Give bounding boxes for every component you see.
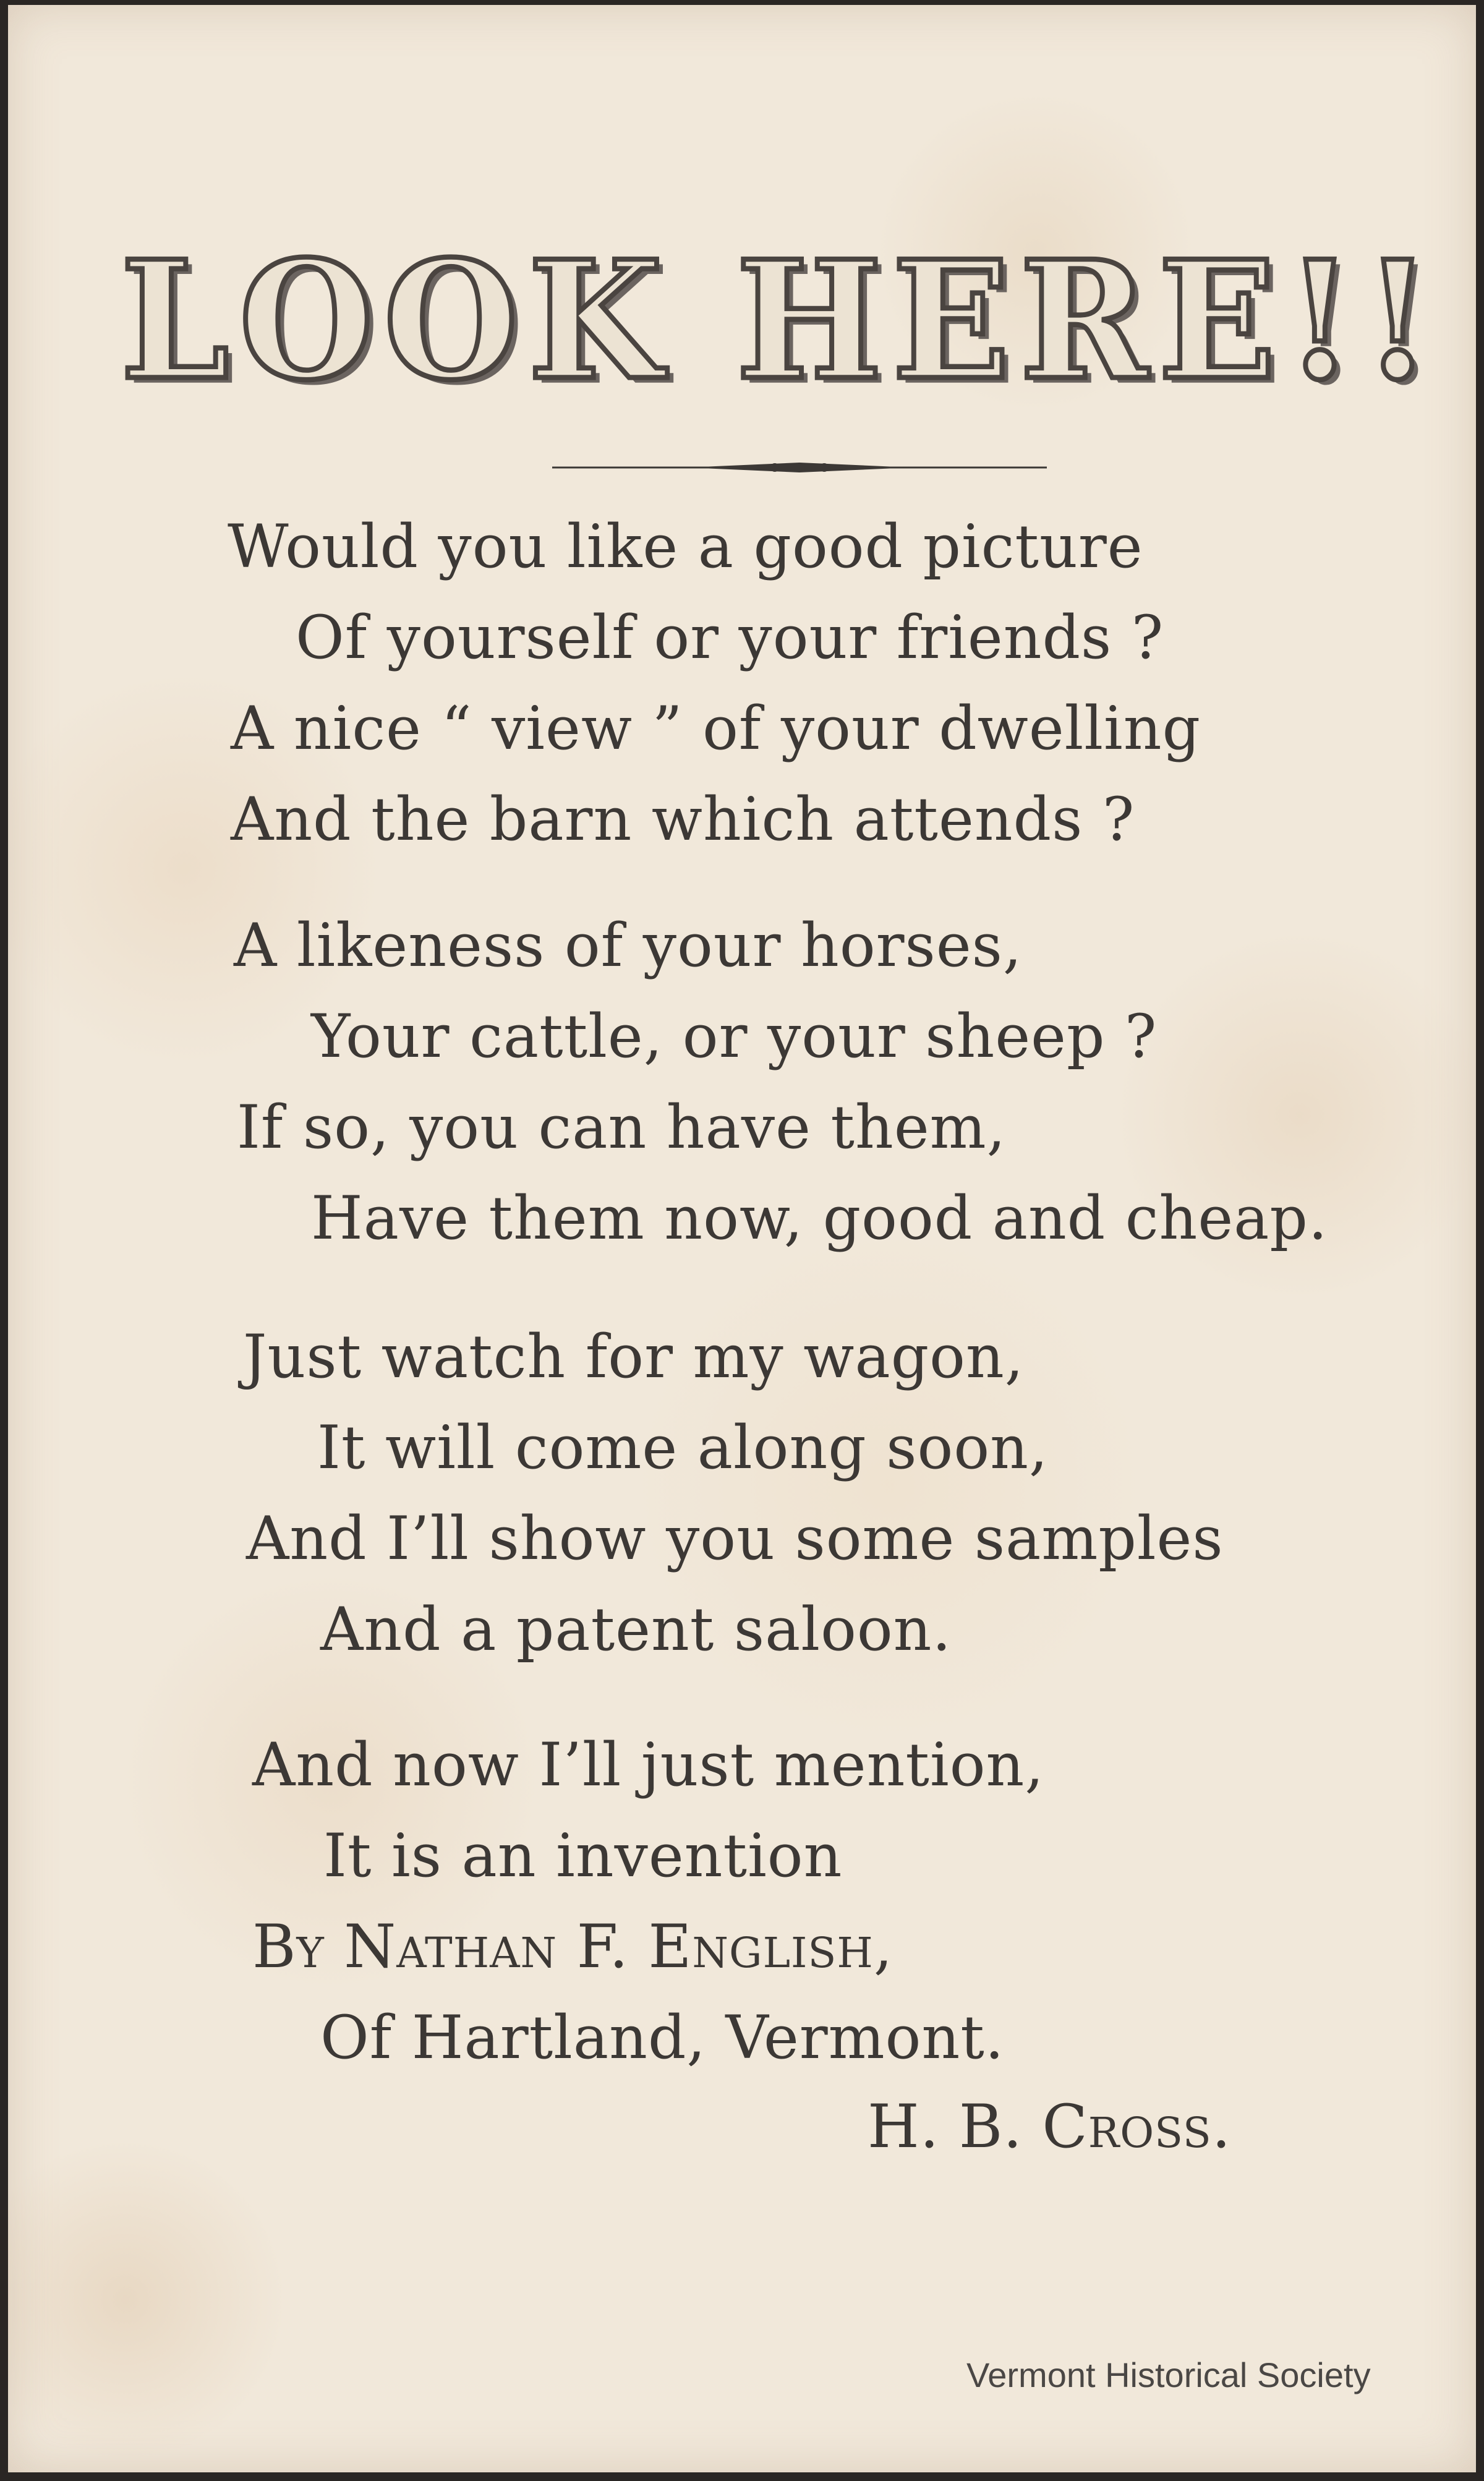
verse-line: And now I’ll just mention, [252,1730,1044,1800]
verse-line: Of Hartland, Vermont. [320,2003,1005,2072]
watermark: Vermont Historical Society [966,2355,1371,2394]
verse-line: A likeness of your horses, [234,911,1023,980]
verse-line: Just watch for my wagon, [243,1322,1025,1391]
verse-line: Of yourself or your friends ? [296,603,1164,672]
verse-line: Your cattle, or your sheep ? [311,1002,1158,1071]
ornamental-rule-icon [552,455,1047,480]
broadside-sheet [8,5,1476,2472]
verse-line: And the barn which attends ? [231,785,1135,854]
verse-line: And a patent saloon. [320,1595,952,1664]
verse-line: And I’ll show you some samples [246,1504,1224,1573]
headline [120,224,1442,416]
verse-line: If so, you can have them, [237,1093,1007,1162]
verse-line: A nice “ view ” of your dwelling [231,694,1201,763]
headline-text: LOOK HERE!! [120,224,1442,416]
verse-line: Would you like a good picture [228,512,1143,581]
verse-line: By Nathan F. English, [252,1912,893,1981]
signature: H. B. Cross. [868,2092,1232,2161]
verse-line: Have them now, good and cheap. [311,1184,1328,1253]
verse-line: It will come along soon, [317,1413,1049,1482]
verse-line: It is an invention [323,1821,843,1890]
